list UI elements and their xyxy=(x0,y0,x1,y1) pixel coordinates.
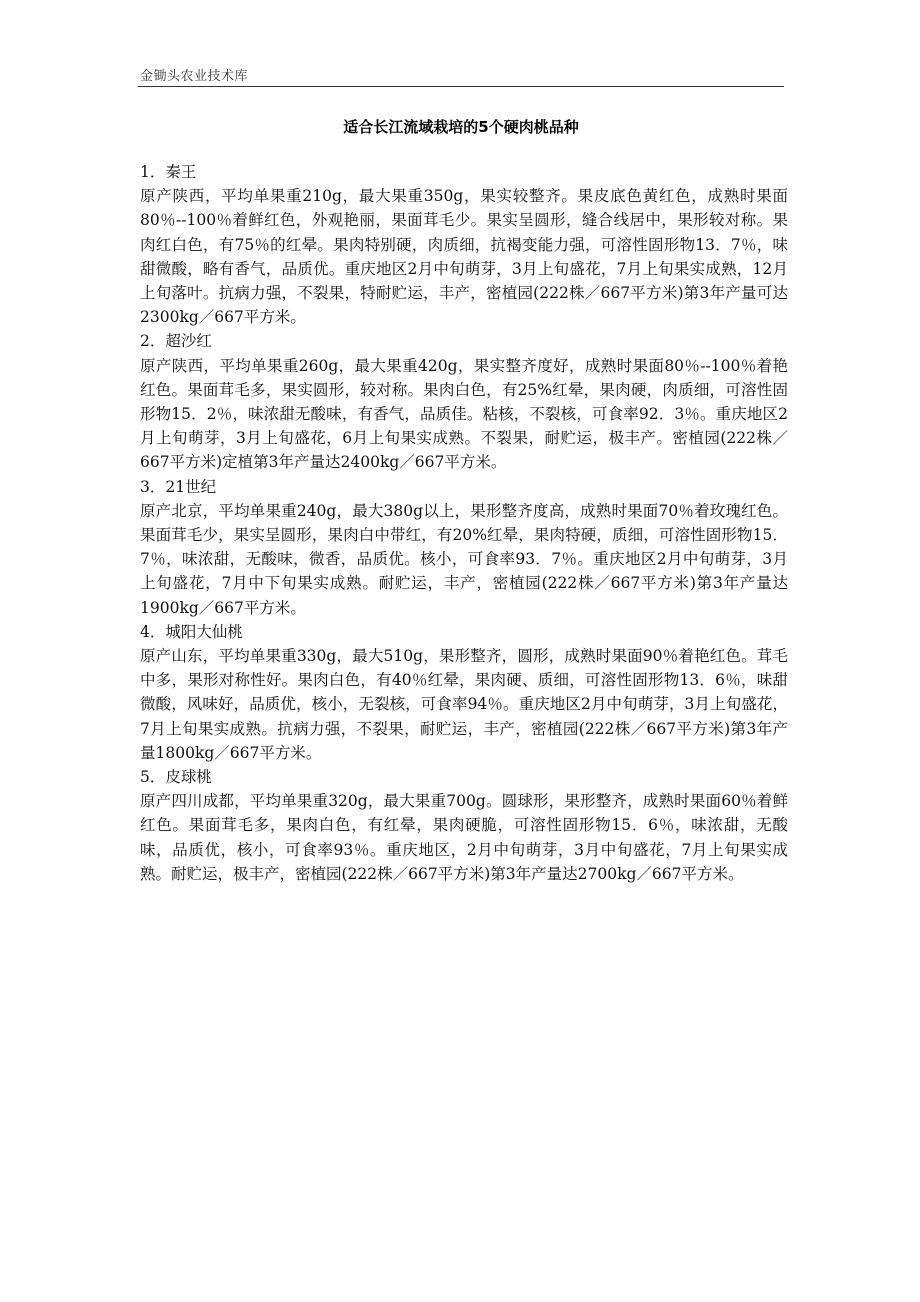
document-body xyxy=(140,160,788,886)
variety-section-3 xyxy=(140,475,788,620)
section-heading: 4．城阳大仙桃 xyxy=(140,622,243,641)
variety-section-4 xyxy=(140,620,788,765)
section-paragraph: 原产四川成都，平均单果重320g，最大果重700g。圆球形，果形整齐，成熟时果面60％着鲜红色。果面茸毛多，果肉白色，有红晕，果肉硬脆，可溶性固形物15．6％，味浓甜，无酸味，品质优，核小，可食率93％。重庆地区，2月中旬萌芽，3月中旬盛花，7月上旬果实成熟。耐贮运，极丰产，密植园(222株／667平方米)第3年产量达2700kg／667平方米。 xyxy=(140,792,788,883)
header-text: 金锄头农业技术库 xyxy=(140,69,249,84)
section-heading: 5．皮球桃 xyxy=(140,768,212,787)
section-paragraph: 原产陕西，平均单果重210g，最大果重350g，果实较整齐。果皮底色黄红色，成熟时果面80％--100％着鲜红色，外观艳丽，果面茸毛少。果实呈圆形，缝合线居中，果形较对称。果肉红白色，有75％的红晕。果肉特别硬，肉质细，抗褐变能力强，可溶性固形物13．7％，味甜微酸，略有香气，品质优。重庆地区2月中旬萌芽，3月上旬盛花，7月上旬果实成熟，12月上旬落叶。抗病力强，不裂果，特耐贮运，丰产，密植园(222株／667平方米)第3年产量可达2300kg／667平方米。 xyxy=(140,187,788,327)
document-title: 适合长江流域栽培的5个硬肉桃品种 xyxy=(343,118,579,136)
variety-section-2 xyxy=(140,329,788,474)
section-paragraph: 原产陕西，平均单果重260g，最大果重420g，果实整齐度好，成熟时果面80％--100％着艳红色。果面茸毛多，果实圆形，较对称。果肉白色，有25%红晕，果肉硬，肉质细，可溶性固形物15．2％，味浓甜无酸味，有香气，品质佳。粘核，不裂核，可食率92．3％。重庆地区2月上旬萌芽，3月上旬盛花，6月上旬果实成熟。不裂果，耐贮运，极丰产。密植园(222株／667平方米)定植第3年产量达2400kg／667平方米。 xyxy=(140,356,788,472)
section-paragraph: 原产北京，平均单果重240g，最大380g以上，果形整齐度高，成熟时果面70％着玫瑰红色。果面茸毛少，果实呈圆形，果肉白中带红，有20%红晕，果肉特硬，质细，可溶性固形物15．7％，味浓甜，无酸味，微香，品质优。核小，可食率93．7％。重庆地区2月中旬萌芽，3月上旬盛花，7月中下旬果实成熟。耐贮运，丰产，密植园(222株／667平方米)第3年产量达1900kg／667平方米。 xyxy=(140,501,788,617)
page-header xyxy=(138,62,784,87)
section-heading: 2．超沙红 xyxy=(140,332,212,351)
section-paragraph: 原产山东，平均单果重330g，最大510g，果形整齐，圆形，成熟时果面90％着艳红色。茸毛中多，果形对称性好。果肉白色，有40％红晕，果肉硬、质细，可溶性固形物13．6％，味甜微酸，风味好，品质优，核小，无裂核，可食率94％。重庆地区2月中旬萌芽，3月上旬盛花，7月上旬果实成熟。抗病力强，不裂果，耐贮运，丰产，密植园(222株／667平方米)第3年产量1800kg／667平方米。 xyxy=(140,647,788,762)
variety-section-5 xyxy=(140,765,788,886)
variety-section-1 xyxy=(140,160,788,329)
section-heading: 1．秦王 xyxy=(140,163,197,181)
section-heading: 3．21世纪 xyxy=(140,477,217,496)
